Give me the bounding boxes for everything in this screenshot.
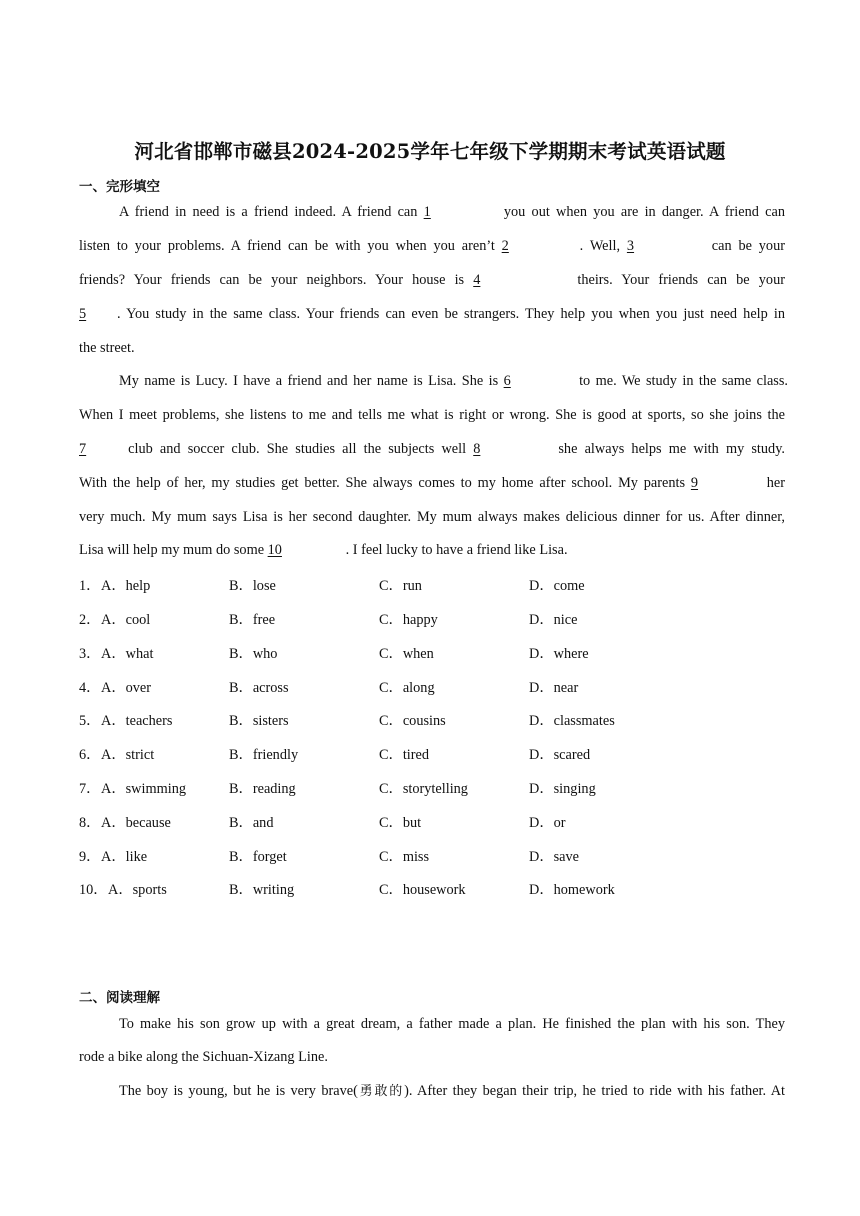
option-d: D．where xyxy=(529,646,589,662)
section-heading-cloze: 一、完形填空 xyxy=(79,179,160,195)
option-c: C．run xyxy=(379,578,422,594)
option-d: D．nice xyxy=(529,612,578,628)
option-c: C．housework xyxy=(379,882,466,898)
option-b: B．writing xyxy=(229,882,295,898)
option-d: D．or xyxy=(529,815,566,831)
passage-line: When I meet problems, she listens to me and tells me what is right or wrong. She is good at sports, so she joins the xyxy=(79,407,785,423)
option-d: D．near xyxy=(529,680,579,696)
option-c: C．along xyxy=(379,680,435,696)
option-c: C．happy xyxy=(379,612,438,628)
option-b: B．free xyxy=(229,612,276,628)
passage-line: listen to your problems. A friend can be with you when you aren’t 2 . Well, 3 can be your xyxy=(79,238,785,254)
passage-line: The boy is young, but he is very brave(勇敢的). After they began their trip, he tried to ride with his father. At xyxy=(119,1083,785,1099)
passage-line: rode a bike along the Sichuan-Xizang Line. xyxy=(79,1049,328,1065)
passage-line: To make his son grow up with a great dream, a father made a plan. He finished the plan with his son. They xyxy=(119,1016,785,1032)
option-d: D．classmates xyxy=(529,713,615,729)
option-a: A．because xyxy=(101,815,171,831)
section-heading-reading: 二、阅读理解 xyxy=(79,990,160,1006)
option-c: C．tired xyxy=(379,747,430,763)
option-b: B．across xyxy=(229,680,289,696)
question-number: 3． xyxy=(79,646,101,662)
question-number: 5． xyxy=(79,713,101,729)
option-a: A．teachers xyxy=(101,713,173,729)
option-a: A．what xyxy=(101,646,154,662)
blank-8: 8 xyxy=(473,441,481,457)
option-d: D．scared xyxy=(529,747,591,763)
option-b: B．reading xyxy=(229,781,296,797)
passage-line: Lisa will help my mum do some 10 . I feel lucky to have a friend like Lisa. xyxy=(79,542,568,558)
blank-2: 2 xyxy=(501,238,509,254)
question-number: 10． xyxy=(79,882,108,898)
question-number: 6． xyxy=(79,747,101,763)
option-a: A．like xyxy=(101,849,148,865)
option-c: C．but xyxy=(379,815,422,831)
blank-4: 4 xyxy=(473,272,481,288)
blank-3: 3 xyxy=(626,238,635,254)
passage-line: A friend in need is a friend indeed. A friend can 1 you out when you are in danger. A friend can xyxy=(119,204,785,220)
option-c: C．storytelling xyxy=(379,781,468,797)
option-d: D．homework xyxy=(529,882,615,898)
option-c: C．miss xyxy=(379,849,430,865)
question-number: 1． xyxy=(79,578,101,594)
passage-line: 7 club and soccer club. She studies all the subjects well 8 she always helps me with my study. xyxy=(79,441,785,457)
option-c: C．when xyxy=(379,646,434,662)
option-d: D．come xyxy=(529,578,585,594)
blank-10: 10 xyxy=(267,542,282,558)
passage-line: very much. My mum says Lisa is her second daughter. My mum always makes delicious dinner for us. After dinner, xyxy=(79,509,785,525)
option-b: B．sisters xyxy=(229,713,289,729)
option-d: D．singing xyxy=(529,781,596,797)
passage-line: My name is Lucy. I have a friend and her name is Lisa. She is 6 to me. We study in the same class. xyxy=(119,373,788,389)
option-b: B．friendly xyxy=(229,747,299,763)
question-number: 8． xyxy=(79,815,101,831)
option-a: A．over xyxy=(101,680,152,696)
option-b: B．forget xyxy=(229,849,287,865)
passage-line: friends? Your friends can be your neighbors. Your house is 4 theirs. Your friends can be your xyxy=(79,272,785,288)
passage-line: the street. xyxy=(79,340,135,356)
question-number: 7． xyxy=(79,781,101,797)
option-a: A．swimming xyxy=(101,781,186,797)
option-b: B．lose xyxy=(229,578,276,594)
page-title: 河北省邯郸市磁县2024-2025学年七年级下学期期末考试英语试题 xyxy=(134,140,726,163)
question-number: 4． xyxy=(79,680,101,696)
option-c: C．cousins xyxy=(379,713,446,729)
passage-line: 5 . You study in the same class. Your friends can even be strangers. They help you when you just need help in xyxy=(79,306,785,322)
option-a: A．cool xyxy=(101,612,151,628)
option-b: B．and xyxy=(229,815,274,831)
blank-7: 7 xyxy=(79,441,87,457)
option-b: B．who xyxy=(229,646,278,662)
passage-line: With the help of her, my studies get better. She always comes to my home after school. My parents 9 her xyxy=(79,475,785,491)
option-d: D．save xyxy=(529,849,580,865)
blank-5: 5 xyxy=(79,306,87,322)
option-a: A．sports xyxy=(108,882,167,898)
option-a: A．strict xyxy=(101,747,155,763)
option-a: A．help xyxy=(101,578,151,594)
blank-1: 1 xyxy=(423,204,431,220)
blank-9: 9 xyxy=(690,475,699,491)
question-number: 9． xyxy=(79,849,101,865)
blank-6: 6 xyxy=(503,373,511,389)
question-number: 2． xyxy=(79,612,101,628)
